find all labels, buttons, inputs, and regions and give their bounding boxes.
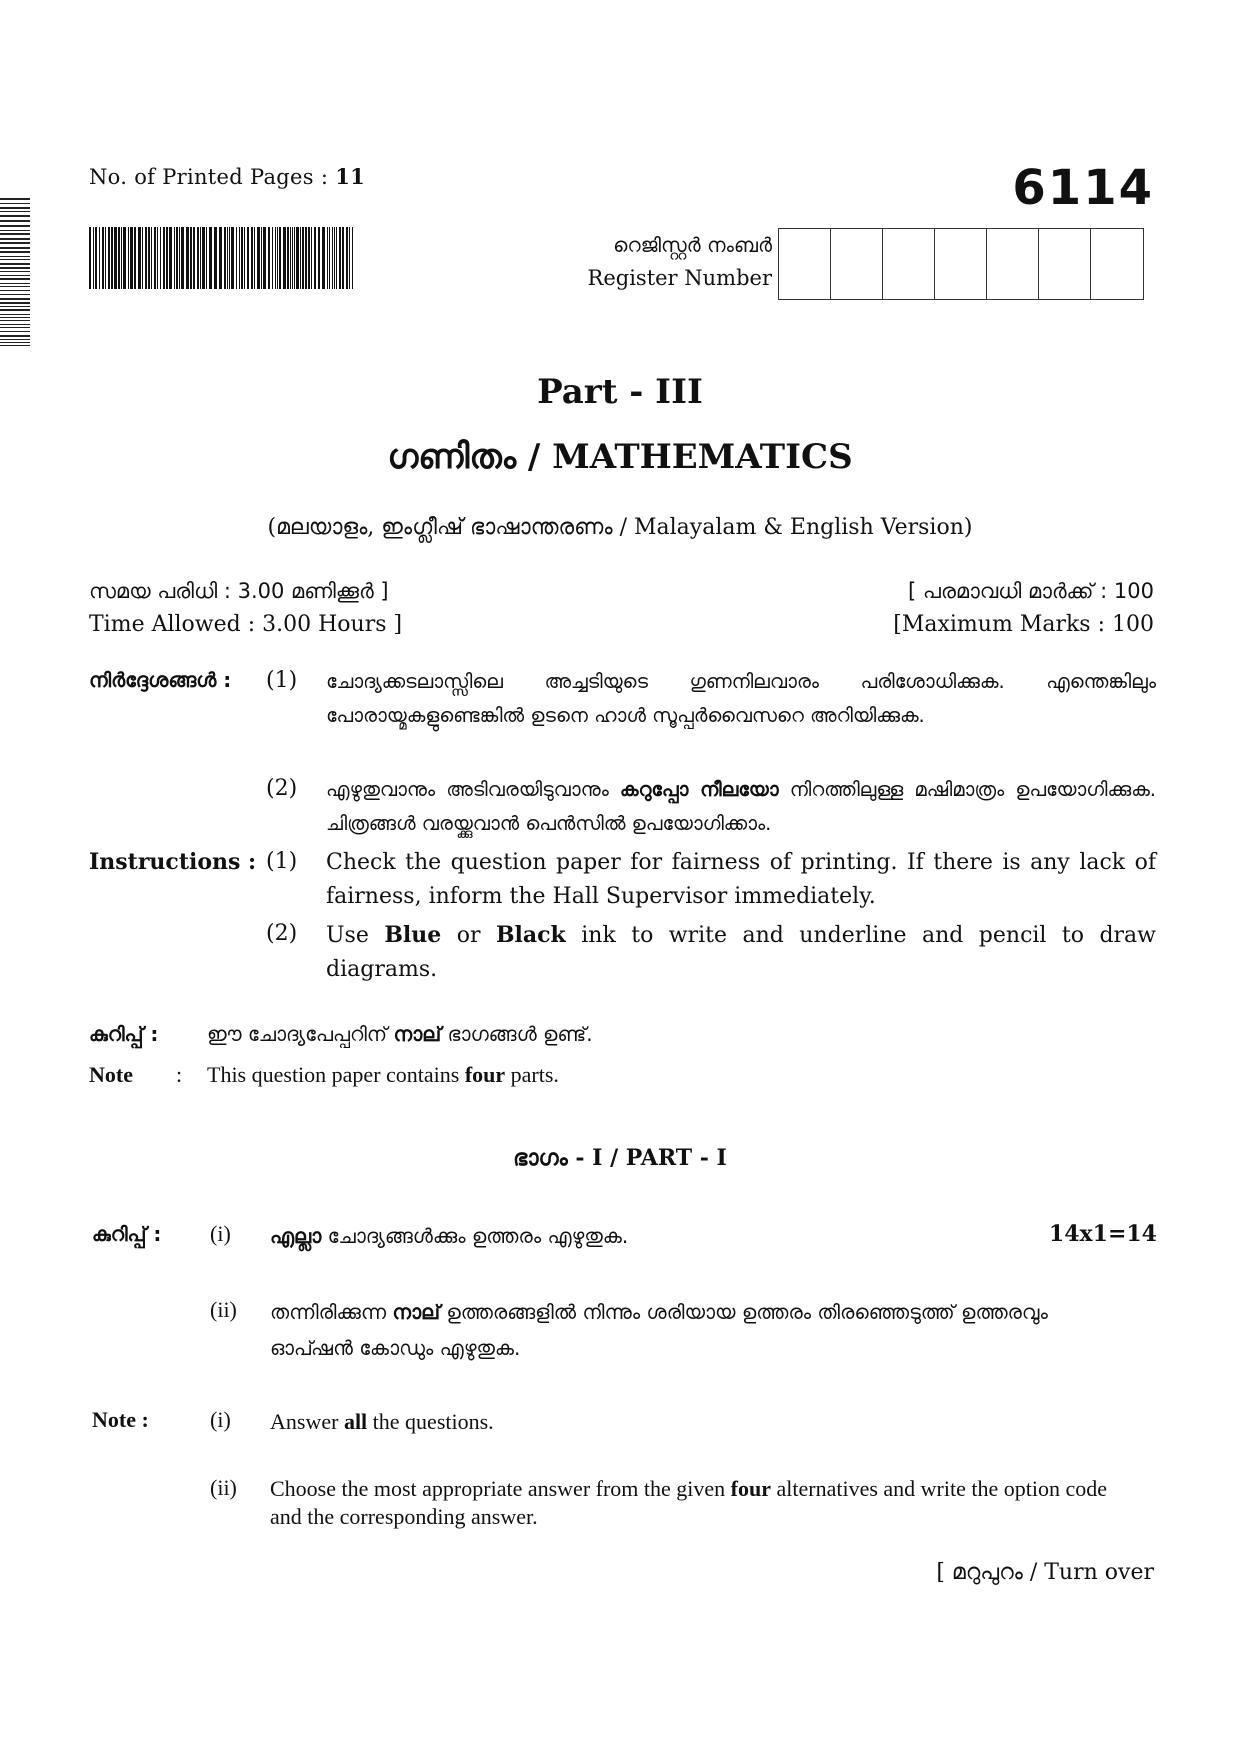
register-number-box[interactable] (935, 229, 987, 299)
instruction-en-2-bold-black: Black (495, 922, 566, 948)
register-number-box[interactable] (987, 229, 1039, 299)
register-number-label (560, 229, 772, 295)
part1-en-1-post: the questions. (367, 1409, 494, 1434)
part1-ml-2-pre: തന്നിരിക്കുന്ന (270, 1300, 393, 1324)
subject-title: ഗണിതം / MATHEMATICS (387, 437, 853, 477)
instructions-ml-label: നിർദ്ദേശങ്ങൾ : (89, 668, 232, 692)
part1-marks-formula: 14x1=14 (1048, 1221, 1157, 1247)
part1-en-label: Note : (92, 1407, 149, 1432)
register-number-boxes[interactable] (778, 228, 1144, 300)
instruction-ml-2-bold: കറുപ്പോ നീലയോ (619, 778, 779, 801)
part1-ml-1-num: (i) (210, 1221, 231, 1246)
printed-pages-label: No. of Printed Pages : (89, 165, 329, 189)
instruction-en-2-pre: Use (326, 923, 385, 948)
part1-en-2-post: alternatives and write the option code and the corresponding answer. (270, 1476, 1107, 1529)
part1-en-2-text (270, 1475, 1110, 1531)
note-en-label: Note (89, 1062, 133, 1087)
note-en-pre: This question paper contains (207, 1062, 465, 1087)
note-en-post: parts. (505, 1062, 559, 1087)
note-ml-pre: ഈ ചോദ്യപേപ്പറിന് (207, 1022, 394, 1046)
note-ml-post: ഭാഗങ്ങൾ ഉണ്ട്. (441, 1022, 593, 1046)
note-en-bold: four (464, 1062, 506, 1087)
register-number-box[interactable] (1091, 229, 1143, 299)
instruction-ml-2-pre: എഴുതുവാനും അടിവരയിടുവാനും (326, 778, 620, 801)
time-allowed-ml: സമയ പരിധി : 3.00 മണിക്കൂർ ] (89, 579, 389, 603)
part1-ml-2-text (270, 1294, 1110, 1366)
version-line: (മലയാളം, ഇംഗ്ലീഷ് ഭാഷാന്തരണം / Malayalam & English Version) (267, 515, 973, 540)
instruction-ml-2-post: നിറത്തിലുള്ള മഷിമാത്രം ഉപയോഗിക്കുക. ചിത്രങ്ങൾ വരയ്ക്കുവാൻ പെൻസിൽ ഉപയോഗിക്കാം. (326, 778, 1156, 835)
part-title: Part - III (537, 372, 703, 412)
part1-en-1-bold: all (343, 1409, 368, 1434)
register-number-box[interactable] (1039, 229, 1091, 299)
barcode-image (89, 227, 353, 289)
maximum-marks-ml: [ പരമാവധി മാർക്ക് : 100 (908, 579, 1154, 603)
instruction-en-2-mid: or (441, 923, 496, 948)
instruction-ml-2-text (326, 773, 1156, 841)
part1-ml-2-bold: നാല് (392, 1300, 441, 1324)
part1-heading: ഭാഗം - I / PART - I (513, 1145, 727, 1171)
part1-ml-2-num: (ii) (210, 1297, 237, 1322)
note-en-text (207, 1062, 559, 1088)
maximum-marks-en: [Maximum Marks : 100 (893, 612, 1154, 637)
register-label-ml: റെജിസ്റ്റർ നംബർ (613, 233, 772, 257)
time-allowed-en: Time Allowed : 3.00 Hours ] (89, 612, 403, 637)
paper-code: 6114 (1012, 160, 1154, 216)
note-en-colon: : (176, 1062, 183, 1087)
instructions-en-label: Instructions : (89, 849, 257, 875)
register-number-box[interactable] (779, 229, 831, 299)
instruction-ml-1-num: (1) (266, 668, 298, 693)
side-barcode-image (0, 198, 30, 346)
note-ml-bold: നാല് (393, 1022, 442, 1046)
instruction-en-2-bold-blue: Blue (384, 922, 442, 948)
register-label-en: Register Number (587, 266, 772, 290)
part1-en-2-pre: Choose the most appropriate answer from the given (270, 1476, 731, 1501)
instruction-en-1-text: Check the question paper for fairness of printing. If there is any lack of fairness, inform the Hall Supervisor immediately. (326, 850, 1156, 909)
note-ml-text (207, 1022, 593, 1046)
part1-ml-1-bold: എല്ലാ (270, 1224, 322, 1248)
instruction-en-1-num: (1) (266, 849, 298, 874)
part1-en-1-pre: Answer (270, 1409, 344, 1434)
part1-ml-1-post: ചോദ്യങ്ങൾക്കും ഉത്തരം എഴുതുക. (321, 1224, 629, 1248)
part1-ml-label: കുറിപ്പ് : (92, 1222, 162, 1246)
printed-pages-info (89, 164, 365, 189)
printed-pages-count: 11 (335, 164, 366, 189)
part1-en-1-num: (i) (210, 1407, 231, 1432)
instruction-ml-1-text: ചോദ്യക്കടലാസ്സിലെ അച്ചടിയുടെ ഗുണനിലവാരം പരിശോധിക്കുക. എന്തെങ്കിലും പോരായ്മകളുണ്ടെങ്കിൽ ഉടനെ ഹാൾ സൂപ്പർവൈസറെ അറിയിക്കുക. (326, 670, 1156, 727)
part1-ml-2-post: ഉത്തരങ്ങളിൽ നിന്നും ശരിയായ ഉത്തരം തിരഞ്ഞെടുത്ത് ഉത്തരവും ഓപ്ഷൻ കോഡും എഴുതുക. (270, 1300, 1048, 1360)
part1-en-1-text (270, 1407, 1120, 1437)
register-number-box[interactable] (831, 229, 883, 299)
instruction-en-2-text (326, 918, 1156, 987)
instruction-en-2-post: ink to write and underline and pencil to draw diagrams. (326, 923, 1157, 982)
instruction-en-2-num: (2) (266, 921, 298, 946)
turn-over-label: [ മറുപുറം / Turn over (936, 1560, 1154, 1585)
part1-ml-1-text (270, 1221, 1120, 1251)
register-number-box[interactable] (883, 229, 935, 299)
part1-en-2-num: (ii) (210, 1475, 237, 1500)
part1-en-2-bold: four (730, 1476, 771, 1501)
instruction-ml-2-num: (2) (266, 776, 298, 801)
note-ml-label: കുറിപ്പ് : (89, 1022, 159, 1046)
